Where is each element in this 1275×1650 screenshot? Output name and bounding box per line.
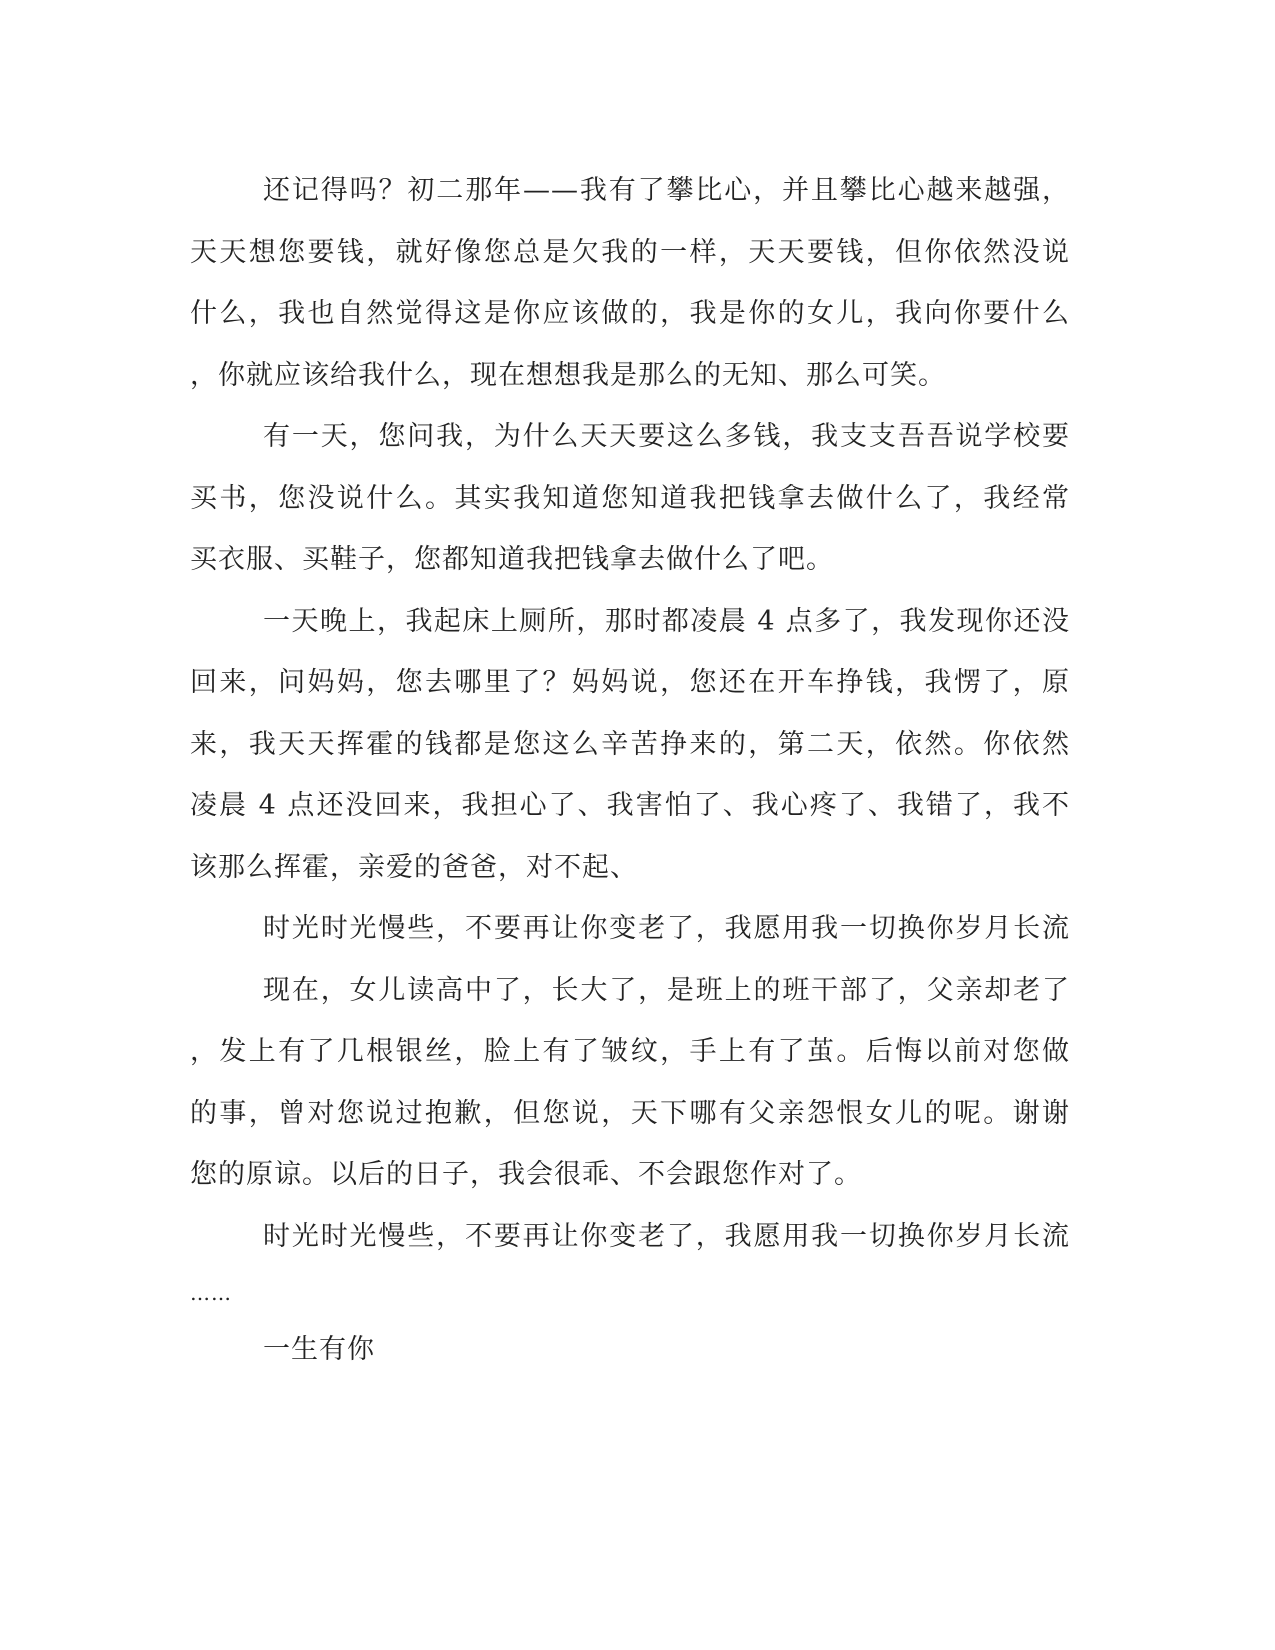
text-line: 时光时光慢些，不要再让你变老了，我愿用我一切换你岁月长流 bbox=[263, 1220, 1070, 1252]
text-line: ，你就应该给我什么，现在想想我是那么的无知、那么可笑。 bbox=[190, 359, 946, 391]
text-line: 时光时光慢些，不要再让你变老了，我愿用我一切换你岁月长流 bbox=[263, 913, 1070, 944]
text-line: 什么，我也自然觉得这是你应该做的，我是你的女儿，我向你要什么 bbox=[190, 298, 1070, 329]
text-line: 的事，曾对您说过抱歉，但您说，天下哪有父亲怨恨女儿的呢。谢谢 bbox=[190, 1097, 1070, 1129]
closing-line: 一生有你 bbox=[263, 1334, 375, 1365]
text-line: 一天晚上，我起床上厕所，那时都凌晨 4 点多了，我发现你还没 bbox=[263, 605, 1070, 637]
text-line: 买衣服、买鞋子，您都知道我把钱拿去做什么了吧。 bbox=[190, 544, 834, 575]
text-line: 还记得吗？初二那年——我有了攀比心，并且攀比心越来越强， bbox=[263, 175, 1070, 206]
ellipsis-line: …… bbox=[190, 1281, 232, 1305]
text-line: 来，我天天挥霍的钱都是您这么辛苦挣来的，第二天，依然。你依然 bbox=[190, 728, 1070, 760]
text-line: 天天想您要钱，就好像您总是欠我的一样，天天要钱，但你依然没说 bbox=[190, 236, 1070, 268]
text-line: 有一天，您问我，为什么天天要这么多钱，我支支吾吾说学校要 bbox=[263, 421, 1070, 452]
text-line: 凌晨 4 点还没回来，我担心了、我害怕了、我心疼了、我错了，我不 bbox=[190, 790, 1070, 821]
text-line: ，发上有了几根银丝，脸上有了皱纹，手上有了茧。后悔以前对您做 bbox=[190, 1036, 1070, 1067]
text-line: 您的原谅。以后的日子，我会很乖、不会跟您作对了。 bbox=[190, 1159, 862, 1190]
text-line: 回来，问妈妈，您去哪里了？妈妈说，您还在开车挣钱，我愣了，原 bbox=[190, 667, 1070, 698]
text-line: 该那么挥霍，亲爱的爸爸，对不起、 bbox=[190, 851, 638, 883]
text-line: 现在，女儿读高中了，长大了，是班上的班干部了，父亲却老了 bbox=[263, 974, 1070, 1006]
document-body bbox=[190, 160, 1070, 1381]
text-line: 买书，您没说什么。其实我知道您知道我把钱拿去做什么了，我经常 bbox=[190, 482, 1070, 514]
